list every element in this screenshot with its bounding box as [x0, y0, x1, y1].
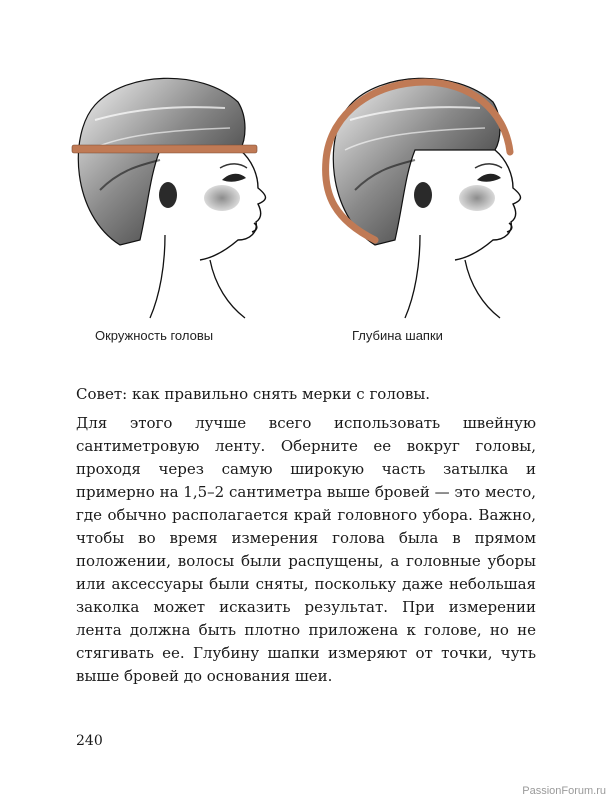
- blush-right: [459, 185, 495, 211]
- ear-right: [414, 182, 432, 208]
- measure-tape-circumference: [72, 145, 257, 153]
- watermark: PassionForum.ru: [522, 785, 606, 797]
- body-paragraph: Для этого лучше всего использовать швейную сантиметровую ленту. Оберните ее вокруг головы, проходя через самую широкую часть затылка и примерно на 1,5–2 сантиметра выше бровей — это место, где обычно располагается край головного убора. Важно, чтобы во время измерения голова была в прямом положении, волосы были распущены, а головные уборы или аксессуары были сняты, поскольку даже небольшая заколка может исказить результат. При измерении лента должна быть плотно приложена к голове, но не стягивать ее. Глубину шапки измеряют от точки, чуть выше бровей до основания шеи.: [76, 414, 536, 685]
- caption-hat-depth: Глубина шапки: [352, 328, 443, 343]
- caption-head-circumference: Окружность головы: [95, 328, 214, 343]
- illustrations-svg: [0, 0, 610, 360]
- tip-title: Совет: как правильно снять мерки с головы.: [76, 385, 431, 403]
- page-number: 240: [76, 733, 103, 749]
- eye-left: [222, 174, 246, 182]
- head-illustrations: [0, 0, 610, 360]
- hair-left: [78, 78, 245, 245]
- neck-left: [150, 235, 165, 318]
- blush-left: [204, 185, 240, 211]
- hat-depth-figure: [326, 78, 521, 318]
- lips-left: [252, 223, 257, 232]
- head-circumference-figure: [72, 78, 266, 318]
- lips-right: [507, 223, 512, 232]
- neck-right: [405, 235, 420, 318]
- ear-left: [159, 182, 177, 208]
- eye-right: [477, 174, 501, 182]
